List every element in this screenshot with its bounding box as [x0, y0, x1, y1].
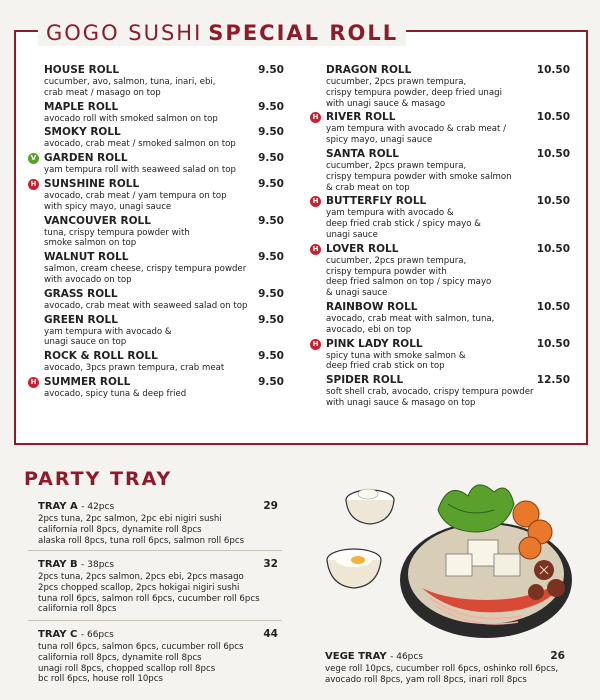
menu-item-description: avocado, spicy tuna & deep fried — [44, 388, 187, 399]
hot-pepper-badge-icon: H — [310, 196, 321, 207]
menu-item-price: 10.50 — [536, 111, 570, 124]
hot-pepper-badge-icon: H — [310, 339, 321, 350]
tray-price: 29 — [263, 500, 278, 512]
menu-item — [28, 215, 284, 250]
menu-item-name: DRAGON ROLL — [326, 64, 412, 76]
menu-item — [310, 111, 570, 146]
special-roll-heading — [38, 20, 406, 46]
menu-item-name: RIVER ROLL — [326, 111, 396, 124]
menu-item — [310, 338, 570, 373]
tray-name: TRAY C — [38, 629, 78, 640]
tray-item — [325, 650, 565, 686]
hot-pepper-badge-icon: H — [310, 112, 321, 123]
menu-item-description: avocado, crab meat with seaweed salad on top — [44, 300, 248, 311]
tray-name: VEGE TRAY — [325, 651, 387, 662]
menu-item-description: spicy tuna with smoke salmon & deep fried crab stick on top — [326, 350, 466, 372]
tray-name: TRAY B — [38, 559, 78, 570]
menu-item-price: 12.50 — [536, 374, 570, 387]
special-roll-right-column — [310, 64, 570, 411]
menu-item — [28, 152, 284, 176]
menu-item-description: yam tempura with avocado & unagi sauce on top — [44, 326, 172, 348]
egg-bowl-icon — [327, 549, 381, 588]
menu-item-price: 9.50 — [258, 375, 284, 388]
menu-item-price: 9.50 — [258, 126, 284, 139]
menu-item-name: SUMMER ROLL — [44, 375, 131, 388]
menu-item — [310, 301, 570, 336]
section-title: SPECIAL ROLL — [208, 21, 399, 45]
menu-item-price: 9.50 — [258, 152, 284, 165]
tray-pieces: - 42pcs — [81, 502, 115, 512]
menu-item-price: 9.50 — [258, 100, 284, 113]
menu-item-description: cucumber, 2pcs prawn tempura, crispy tempura powder with smoke salmon & crab meat on top — [326, 160, 512, 193]
menu-item-description: salmon, cream cheese, crispy tempura powder with avocado on top — [44, 264, 247, 285]
menu-item-name: LOVER ROLL — [326, 242, 399, 255]
tray-pieces: - 46pcs — [390, 652, 424, 662]
tray-pieces: - 38pcs — [81, 560, 115, 570]
brand-name: GOGO SUSHI — [46, 21, 203, 45]
tray-price: 26 — [550, 650, 565, 662]
menu-item-price: 9.50 — [258, 287, 284, 300]
tray-pieces: - 66pcs — [80, 630, 114, 640]
menu-item — [310, 374, 570, 409]
tray-description: vege roll 10pcs, cucumber roll 6pcs, oshinko roll 6pcs, avocado roll 8pcs, yam roll 8pcs, inari roll 8pcs — [325, 664, 559, 685]
menu-item-price: 10.50 — [536, 64, 570, 76]
tray-item — [38, 628, 278, 685]
menu-item — [28, 288, 284, 312]
menu-item-price: 9.50 — [258, 177, 284, 190]
tray-divider — [28, 620, 282, 621]
menu-item-price: 10.50 — [536, 300, 570, 313]
menu-item — [28, 376, 284, 400]
menu-item-name: WALNUT ROLL — [44, 251, 129, 264]
tray-description: 2pcs tuna, 2pcs salmon, 2pcs ebi, 2pcs masago 2pcs chopped scallop, 2pcs hokigai nigiri sushi tuna roll 6pcs, salmon roll 6pcs, cucumber roll 6pcs california roll 8pcs — [38, 572, 260, 615]
menu-item-description: soft shell crab, avocado, crispy tempura powder with unagi sauce & masago on top — [326, 387, 534, 408]
menu-item-description: yam tempura with avocado & crab meat / spicy mayo, unagi sauce — [326, 124, 506, 146]
menu-item-price: 9.50 — [258, 350, 284, 363]
menu-item-name: MAPLE ROLL — [44, 100, 119, 113]
menu-item-description: cucumber, avo, salmon, tuna, inari, ebi, crab meat / masago on top — [44, 77, 216, 98]
menu-item-name: SPIDER ROLL — [326, 374, 404, 387]
menu-item — [28, 251, 284, 286]
menu-item-price: 10.50 — [536, 242, 570, 255]
menu-item-name: ROCK & ROLL ROLL — [44, 350, 158, 363]
menu-item-price: 10.50 — [536, 147, 570, 160]
menu-item-description: tuna, crispy tempura powder with smoke salmon on top — [44, 227, 190, 249]
menu-item — [310, 148, 570, 193]
menu-item-description: avocado, 3pcs prawn tempura, crab meat — [44, 363, 225, 374]
menu-item-name: SUNSHINE ROLL — [44, 177, 140, 190]
menu-item-price: 9.50 — [258, 251, 284, 264]
menu-item-price: 9.50 — [258, 214, 284, 227]
menu-item-description: avocado, crab meat with salmon, tuna, avocado, ebi on top — [326, 313, 495, 335]
menu-item-name: SANTA ROLL — [326, 147, 399, 160]
menu-item — [28, 101, 284, 125]
tray-item — [38, 500, 278, 546]
tray-price: 44 — [263, 628, 278, 640]
hotpot-illustration-icon — [318, 470, 580, 652]
menu-item-name: GARDEN ROLL — [44, 152, 128, 165]
hot-pepper-badge-icon: H — [28, 179, 39, 190]
tray-item — [38, 558, 278, 615]
sauce-bowl-icon — [346, 489, 394, 524]
menu-item — [28, 178, 284, 213]
menu-item-description: avocado, crab meat / yam tempura on top with spicy mayo, unagi sauce — [44, 190, 227, 212]
special-roll-left-column — [28, 64, 284, 402]
tray-description: tuna roll 6pcs, salmon 6pcs, cucumber roll 6pcs california roll 8pcs, dynamite roll 8pcs unagi roll 8pcs, chopped scallop roll 8pcs bc roll 6pcs, house roll 10pcs — [38, 642, 244, 685]
menu-item-name: RAINBOW ROLL — [326, 300, 418, 313]
vegetarian-badge-icon: V — [28, 153, 39, 164]
menu-item-description: yam tempura with avocado & deep fried crab stick / spicy mayo & unagi sauce — [326, 208, 481, 240]
menu-item-description: cucumber, 2pcs prawn tempura, crispy tempura powder with deep fried salmon on top / spicy mayo & unagi sauce — [326, 255, 492, 299]
menu-item-name: BUTTERFLY ROLL — [326, 195, 427, 208]
tray-description: 2pcs tuna, 2pc salmon, 2pc ebi nigiri sushi california roll 8pcs, dynamite roll 8pcs alaska roll 8pcs, tuna roll 6pcs, salmon roll 6pcs — [38, 514, 245, 546]
menu-item-description: avocado, crab meat / smoked salmon on top — [44, 139, 236, 150]
menu-item-price: 9.50 — [258, 64, 284, 76]
menu-item-description: cucumber, 2pcs prawn tempura, crispy tempura powder, deep fried unagi with unagi sauce & masago — [326, 77, 502, 109]
tray-name: TRAY A — [38, 501, 78, 512]
menu-item-price: 10.50 — [536, 337, 570, 350]
tray-price: 32 — [263, 558, 278, 570]
party-tray-heading: PARTY TRAY — [24, 468, 173, 490]
menu-item-name: SMOKY ROLL — [44, 126, 121, 139]
menu-item-name: PINK LADY ROLL — [326, 337, 423, 350]
menu-item-price: 10.50 — [536, 195, 570, 208]
hot-pepper-badge-icon: H — [28, 377, 39, 388]
menu-item-name: VANCOUVER ROLL — [44, 214, 151, 227]
tray-divider — [28, 550, 282, 551]
menu-item-description: avocado roll with smoked salmon on top — [44, 113, 218, 124]
menu-item-name: GREEN ROLL — [44, 313, 118, 326]
hot-pepper-badge-icon: H — [310, 244, 321, 255]
menu-item-name: GRASS ROLL — [44, 287, 118, 300]
menu-item-description: yam tempura roll with seaweed salad on top — [44, 165, 236, 176]
menu-item — [28, 126, 284, 150]
menu-item — [310, 64, 570, 109]
menu-item — [310, 243, 570, 299]
menu-item — [28, 314, 284, 349]
menu-item — [310, 195, 570, 240]
menu-item — [28, 350, 284, 374]
menu-item-price: 9.50 — [258, 313, 284, 326]
menu-item-name: HOUSE ROLL — [44, 64, 120, 76]
menu-item — [28, 64, 284, 99]
